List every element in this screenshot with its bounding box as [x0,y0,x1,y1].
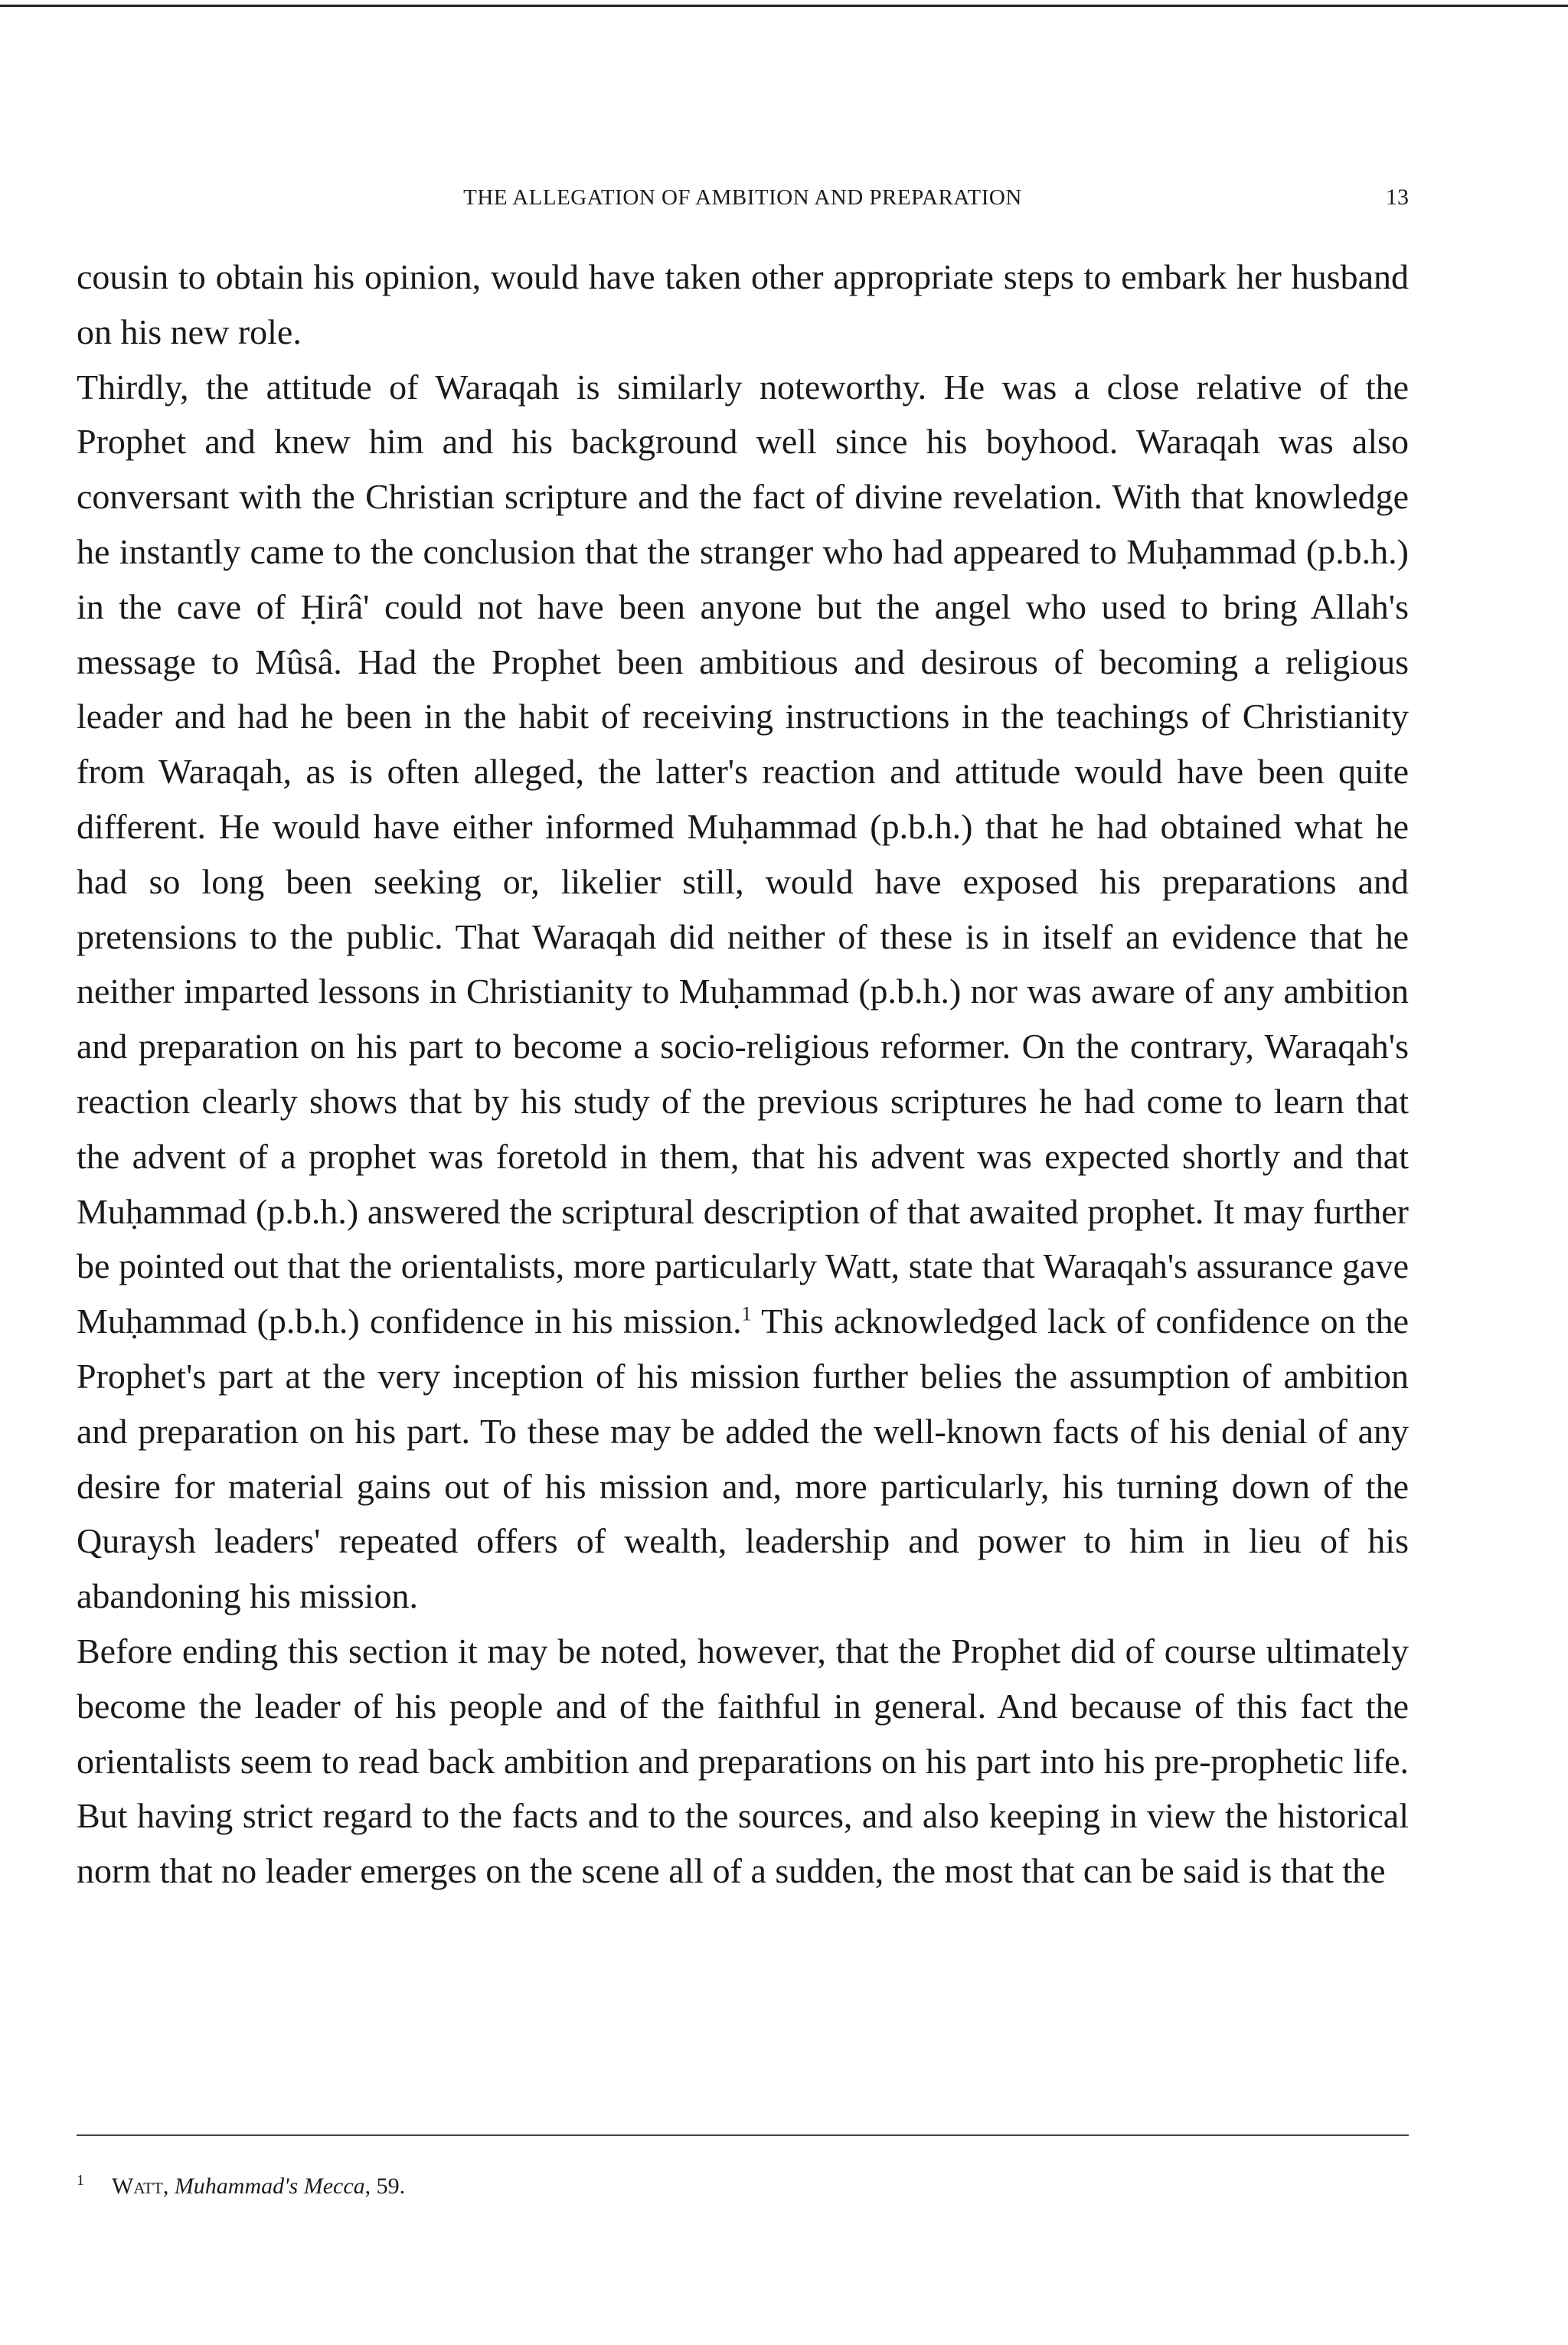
footnote-page: 59. [376,2174,406,2199]
body-text [77,250,1409,1899]
paragraph-3: Before ending this section it may be noted, however, that the Prophet did of course ultimately become the leader of his people and of the faithful in general. And because of this fact the orientalists seem to read back ambition and preparations on his part into his pre-prophetic life. But having strict regard to the facts and to the sources, and also keeping in view the historical norm that no leader emerges on the scene all of a sudden, the most that can be said is that the [77,1631,1409,1891]
running-header [77,181,1409,214]
paragraph-2-text: Thirdly, the attitude of Waraqah is similarly noteworthy. He was a close relative of the Prophet and knew him and his background well since his boyhood. Waraqah was also conversant with the Christian scripture and the fact of divine revelation. With that knowledge he instantly came to the conclusion that the stranger who had appeared to Muḥammad (p.b.h.) in the cave of Ḥirâ' could not have been anyone but the angel who used to bring Allah's message to Mûsâ. Had the Prophet been ambitious and desirous of becoming a religious leader and had he been in the habit of receiving instructions in the teachings of Christianity from Waraqah, as is often alleged, the latter's reaction and attitude would have been quite different. He would have either informed Muḥammad (p.b.h.) that he had obtained what he had so long been seeking or, likelier still, would have exposed his preparations and pretensions to the public. That Waraqah did neither of these is in itself an evidence that he neither imparted lessons in Christianity to Muḥammad (p.b.h.) nor was aware of any ambition and preparation on his part to become a socio-religious reformer. On the contrary, Waraqah's reaction clearly shows that by his study of the previous scriptures he had come to learn that the advent of a prophet was foretold in them, that his advent was expected shortly and that Muḥammad (p.b.h.) answered the scriptural description of that awaited prophet. It may further be pointed out that the orientalists, more particularly Watt, state that Waraqah's assurance gave Muḥammad (p.b.h.) confidence in his mission. [77,367,1409,1341]
footnote-divider [77,2134,1409,2136]
paragraph-2 [77,360,1409,1624]
paragraph-2-continued: This acknowledged lack of confidence on the Prophet's part at the very inception of his mission further belies the assumption of ambition and preparation on his part. To these may be added the well-known facts of his denial of any desire for material gains out of his mission and, more particularly, his turning down of the Quraysh leaders' repeated offers of wealth, leadership and power to him in lieu of his abandoning his mission. [77,1302,1409,1616]
footnote-marker: 1 [77,2172,84,2189]
page-number: 13 [1386,185,1409,210]
footnote-1: $^1$ Watt, Muhammad's Mecca, 59. [77,2172,406,2199]
running-title: THE ALLEGATION OF AMBITION AND PREPARATION [463,185,1022,210]
footnote-reference[interactable]: 1 [741,1302,752,1325]
footnote-title: Muhammad's Mecca [174,2174,365,2199]
top-edge-rule [0,5,1568,7]
paragraph-1: cousin to obtain his opinion, would have taken other appropriate steps to embark her husband on his new role. [77,257,1409,351]
footnote-author: Watt [112,2174,163,2199]
